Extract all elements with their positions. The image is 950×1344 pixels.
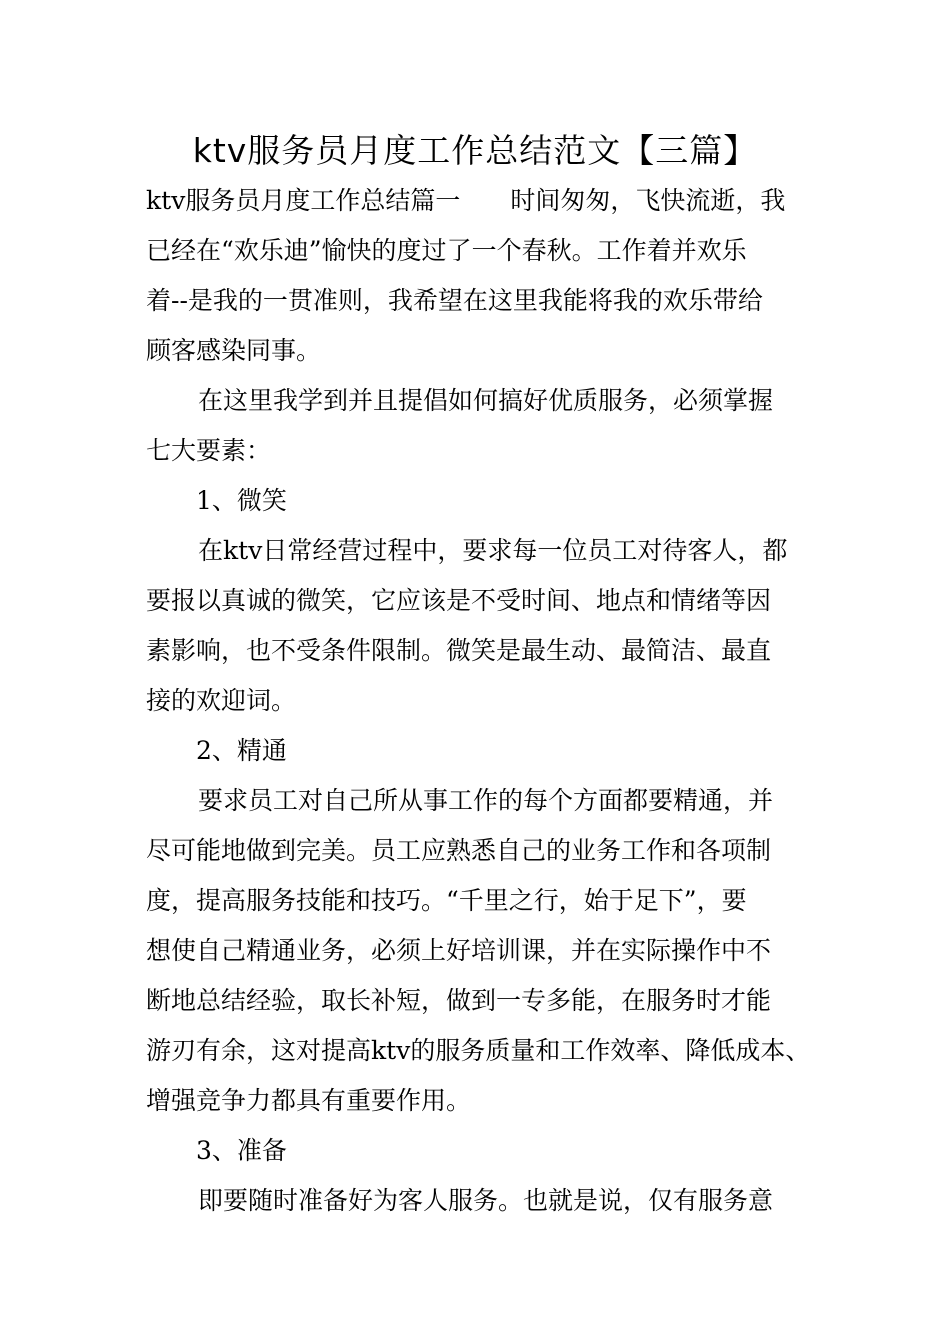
body-line: 着--是我的一贯准则，我希望在这里我能将我的欢乐带给 [146, 286, 763, 315]
body-line: 在这里我学到并且提倡如何搞好优质服务，必须掌握 [198, 386, 774, 415]
body-line: 想使自己精通业务，必须上好培训课，并在实际操作中不 [146, 936, 772, 965]
section-heading: 1、微笑 [196, 486, 287, 515]
body-line: 增强竞争力都具有重要作用。 [146, 1086, 472, 1115]
body-line: 即要随时准备好为客人服务。也就是说，仅有服务意 [198, 1186, 774, 1215]
body-line: 尽可能地做到完美。员工应熟悉自己的业务工作和各项制 [146, 836, 772, 865]
document-title: ktv服务员月度工作总结范文【三篇】 [192, 131, 758, 170]
body-line: 顾客感染同事。 [146, 336, 322, 365]
section-heading: 2、精通 [196, 736, 287, 765]
document-body [146, 176, 836, 1226]
body-line: ktv服务员月度工作总结篇一 时间匆匆，飞快流逝，我 [146, 186, 786, 215]
body-line: 已经在“欢乐迪”愉快的度过了一个春秋。工作着并欢乐 [146, 236, 747, 265]
body-line: 要求员工对自己所从事工作的每个方面都要精通，并 [198, 786, 774, 815]
body-line: 在ktv日常经营过程中，要求每一位员工对待客人，都 [198, 536, 788, 565]
body-line: 游刃有余，这对提高ktv的服务质量和工作效率、降低成本、 [146, 1036, 811, 1065]
body-line: 度，提高服务技能和技巧。“千里之行，始于足下”，要 [146, 886, 747, 915]
body-line: 要报以真诚的微笑，它应该是不受时间、地点和情绪等因 [146, 586, 772, 615]
body-line: 七大要素： [146, 436, 272, 465]
body-line: 接的欢迎词。 [146, 686, 297, 715]
section-heading: 3、准备 [196, 1136, 287, 1165]
body-line: 素影响，也不受条件限制。微笑是最生动、最简洁、最直 [146, 636, 772, 665]
body-line: 断地总结经验，取长补短，做到一专多能，在服务时才能 [146, 986, 772, 1015]
